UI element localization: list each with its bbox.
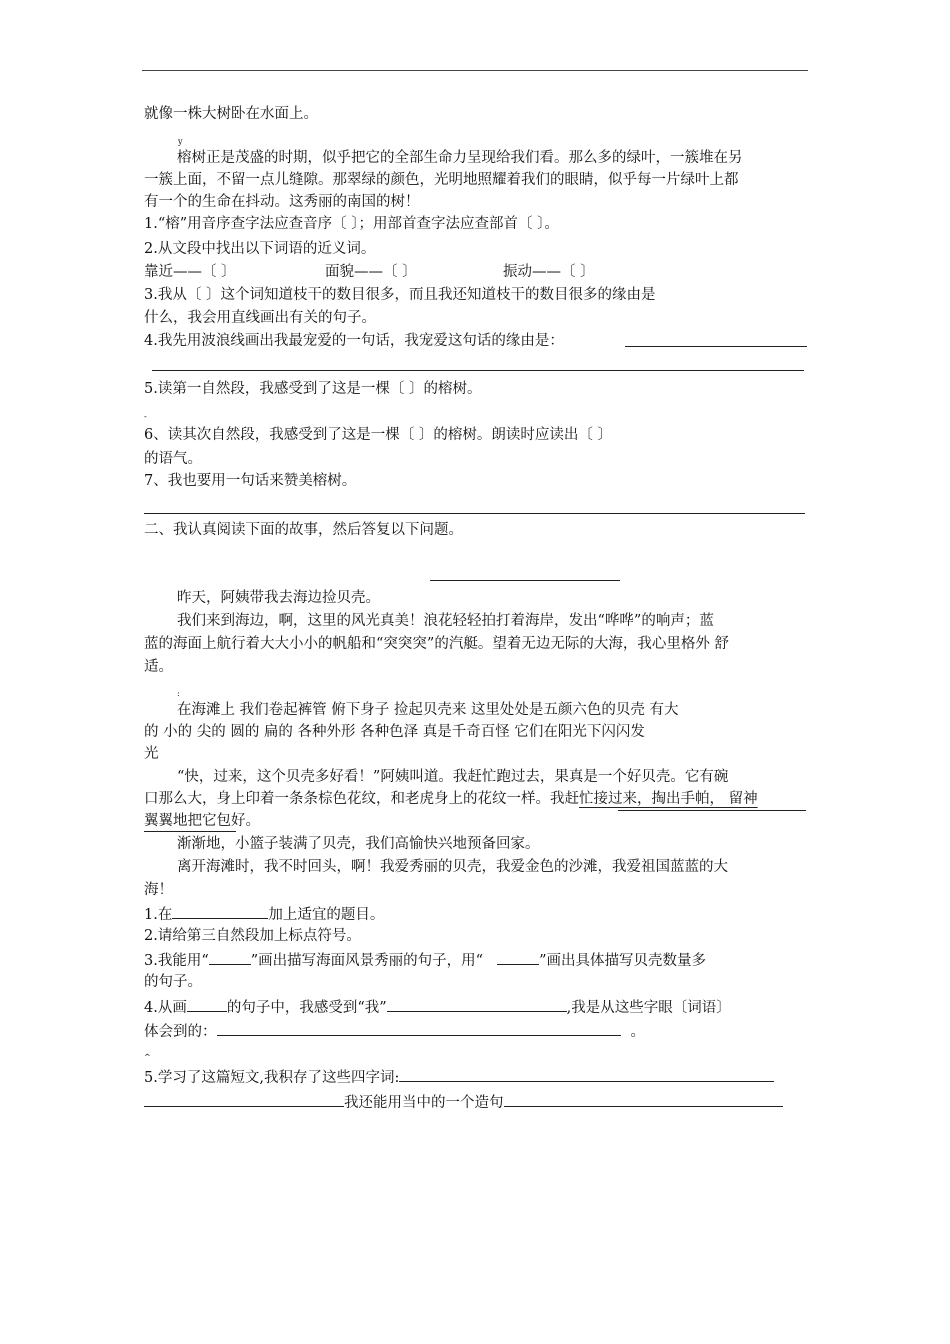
stray-mark: : [177,689,180,698]
question-text: 体会到的： [144,1024,217,1040]
answer-line[interactable] [152,370,804,371]
synonym-word-1: 靠近——〔 〕 [144,264,236,280]
question-6-line-1: 6、读其次自然段，我感受到了这是一棵〔 〕的榕树。朗读时应读出〔 〕 [144,427,612,443]
intro-line: 就像一株大树卧在水面上。 [144,106,318,122]
underline-mark [144,831,236,832]
question-2-4 [144,995,731,1019]
story-paragraph-1: 昨天，阿姨带我去海边捡贝壳。 [177,590,380,606]
stray-mark: y [178,137,183,146]
story-line: 在海滩上 我们卷起裤管 俯下身子 捡起贝壳来 这里处处是五颜六色的贝壳 有大 [177,702,679,718]
feeling-blank[interactable] [387,995,567,1012]
question-3-line-1: 3.我从〔 〕这个词知道枝干的数目很多，而且我还知道枝干的数目很多的缘由是 [144,287,656,303]
question-text: 4.从画 [144,1000,187,1016]
question-text: 。 [630,1024,645,1040]
story-line: 光 [144,746,159,762]
story-line: “快，过来，这个贝壳多好看！”阿姨叫道。我赶忙跑过去，果真是一个好贝壳。它有碗 [177,769,729,785]
question-text: 3.我能用“ [144,953,209,969]
question-text: 加上适宜的题目。 [268,907,385,923]
stray-mark: ^ [144,1053,151,1062]
passage-line: 有一个的生命在抖动。这秀丽的南国的树！ [144,194,420,210]
header-rule [142,70,808,71]
question-text: 的句子中，我感受到“我” [226,1000,387,1016]
question-text: ”画出描写海面风景秀丽的句子，用“ [250,953,484,969]
question-2-5 [144,1065,774,1089]
passage-line: 一簇上面，不留一点儿缝隙。那翠绿的颜色，光明地照耀着我们的眼睛，似乎每一片绿叶上都 [144,172,739,188]
answer-line[interactable] [625,346,807,347]
question-2-1 [144,902,384,926]
question-4: 4.我先用波浪线画出我最宠爱的一句话，我宠爱这句话的缘由是： [144,333,564,349]
story-line [144,788,758,810]
story-paragraph-5: 渐渐地，小篮子装满了贝壳，我们高愉快兴地预备回家。 [177,836,540,852]
title-blank[interactable] [430,580,620,581]
synonym-word-3: 振动——〔 〕 [503,264,595,280]
question-text: 1.在 [144,907,173,923]
idiom-blank[interactable] [399,1065,774,1082]
section-heading: 二、我认真阅读下面的故事，然后答复以下问题。 [144,522,463,538]
question-2: 2.从文段中找出以下词语的近义词。 [144,241,376,257]
question-2-3-line-2: 的句子。 [144,974,202,990]
question-text: 我还能用当中的一个造句 [344,1095,504,1111]
synonym-word-2: 面貌——〔 〕 [325,264,417,280]
question-text: ”画出具体描写贝壳数量多 [539,953,706,969]
sentence-blank[interactable] [504,1090,783,1107]
story-line: 离开海滩时，我不时回头，啊！我爱秀丽的贝壳，我爱金色的沙滩，我爱祖国蓝蓝的大 [177,859,728,875]
question-2-2: 2.请给第三自然段加上标点符号。 [144,928,361,944]
underline-mark [618,810,806,811]
idiom-blank[interactable] [144,1090,344,1107]
story-line: 的 小的 尖的 圆的 扁的 各种外形 各种色泽 真是千奇百怪 它们在阳光下闪闪发 [144,724,645,740]
story-line: 翼翼地把它包好。 [144,813,260,829]
story-line: 蓝的海面上航行着大大小小的帆船和“突突突”的汽艇。望着无边无际的大海，我心里格外 舒 [144,636,729,652]
question-2-4-line-2 [144,1019,645,1043]
question-6-line-2: 的语气。 [144,451,202,467]
mark-blank[interactable] [497,948,539,965]
question-1: 1.“榕”用音序查字法应查音序〔 〕；用部首查字法应查部首〔 〕。 [144,216,559,232]
story-line: 我们来到海边，啊，这里的风光真美！浪花轻轻拍打着海岸，发出“哗哗”的响声；蓝 [177,613,714,629]
question-7: 7、我也要用一句话来赞美榕树。 [144,473,357,489]
story-line: 适。 [144,659,173,675]
question-2-5-line-2 [144,1090,783,1114]
passage-line: 榕树正是茂盛的时期，似乎把它的全部生命力呈现给我们看。那么多的绿叶，一簇堆在另 [177,150,743,166]
stray-mark: - [144,412,147,421]
mark-blank[interactable] [187,995,227,1012]
underlined-text: 忙接过来，掏出手帕， 留神 [579,791,758,807]
question-2-3 [144,948,706,972]
title-answer-blank[interactable] [172,902,268,919]
mark-blank[interactable] [209,948,251,965]
story-line: 海！ [144,882,173,898]
question-3-line-2: 什么，我会用直线画出有关的句子。 [144,310,376,326]
words-blank[interactable] [217,1019,621,1036]
story-text: 口那么大，身上印着一条条棕色花纹，和老虎身上的花纹一样。我赶 [144,791,579,807]
question-text: ,我是从这些字眼〔词语〕 [566,1000,731,1016]
question-5: 5.读第一自然段，我感受到了这是一棵〔 〕的榕树。 [144,381,482,397]
question-text: 5.学习了这篇短文,我积存了这些四字词: [144,1070,400,1086]
answer-line[interactable] [144,513,805,514]
